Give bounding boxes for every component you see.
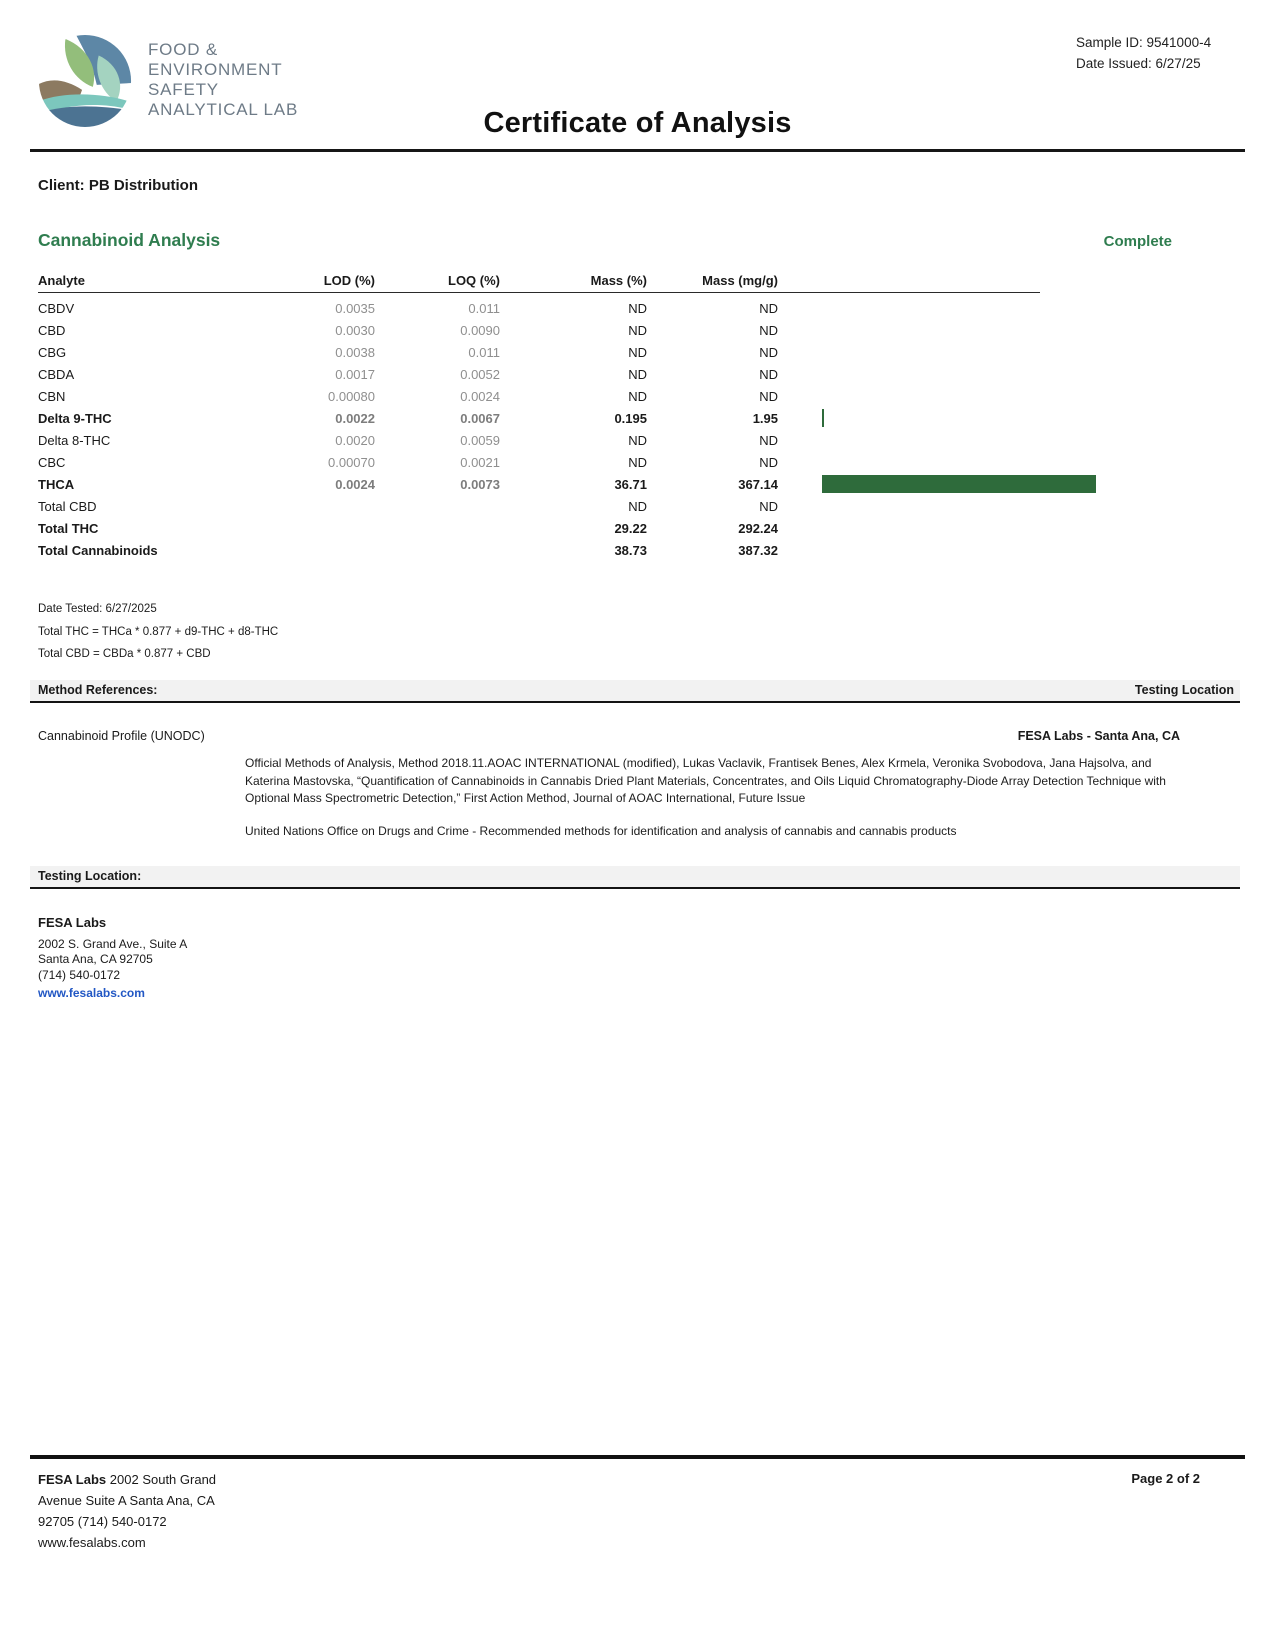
analyte-name: CBD [38, 322, 66, 338]
lod-value: 0.0035 [335, 300, 375, 316]
loq-value: 0.0067 [460, 410, 500, 426]
loq-value: 0.0052 [460, 366, 500, 382]
testing-location-band-right: Testing Location [1134, 683, 1234, 697]
analyte-name: CBG [38, 344, 67, 360]
table-notes [38, 603, 1275, 660]
method-references-label: Method References: [38, 683, 158, 697]
date-issued: Date Issued: 6/27/25 [1076, 55, 1201, 71]
testing-location-band [30, 866, 1240, 889]
analyte-name: Delta 9-THC [38, 410, 112, 426]
lod-value: 0.0030 [335, 322, 375, 338]
mass-bar [822, 475, 1096, 493]
table-row [38, 429, 1275, 451]
analyte-name: CBN [38, 388, 66, 404]
loq-value: 0.011 [468, 300, 500, 316]
mass-pct-value: ND [628, 388, 647, 404]
table-row [38, 363, 1275, 385]
document-title: Certificate of Analysis [483, 107, 792, 139]
mass-mgg-value: ND [759, 322, 778, 338]
logo-line: SAFETY [148, 80, 219, 99]
lab-address-line1: 2002 S. Grand Ave., Suite A [38, 936, 188, 951]
loq-value: 0.0024 [460, 388, 500, 404]
mass-mgg-value: 387.32 [738, 542, 778, 558]
analyte-name: Total CBD [38, 498, 97, 514]
column-header-lod: LOD (%) [323, 273, 375, 288]
table-row [38, 297, 1275, 319]
mass-mgg-value: ND [759, 366, 778, 382]
table-row [38, 539, 1275, 561]
loq-value: 0.011 [468, 344, 500, 360]
logo-line: ANALYTICAL LAB [148, 100, 299, 119]
analyte-name: CBC [38, 454, 66, 470]
analyte-name: Total THC [38, 520, 99, 536]
mass-mgg-value: ND [759, 344, 778, 360]
page-header [30, 0, 1245, 152]
analyte-name: Total Cannabinoids [38, 542, 158, 558]
mass-mgg-value: ND [759, 454, 778, 470]
analyte-name: THCA [38, 476, 75, 492]
analyte-name: CBDA [38, 366, 75, 382]
lab-name: FESA Labs [38, 915, 107, 930]
unodc-reference-paragraph: United Nations Office on Drugs and Crime - Recommended methods for identification and analysis of cannabis and cannabis products [245, 823, 957, 838]
sample-meta [1076, 33, 1211, 74]
cannabinoid-section-header [0, 230, 1275, 251]
mass-pct-value: ND [628, 366, 647, 382]
logo-line: ENVIRONMENT [148, 60, 283, 79]
lab-phone: (714) 540-0172 [38, 967, 121, 982]
mass-mgg-value: ND [759, 388, 778, 404]
mass-pct-value: ND [628, 322, 647, 338]
footer-address-line3: 92705 (714) 540-0172 [38, 1514, 167, 1529]
column-header-mass-mgg: Mass (mg/g) [702, 273, 778, 288]
client-line: Client: PB Distribution [38, 177, 198, 194]
mass-mgg-value: 367.14 [738, 476, 778, 492]
method-reference-paragraph: Official Methods of Analysis, Method 2018.11.AOAC INTERNATIONAL (modified), Lukas Vaclavik, Frantisek Benes, Alex Krmela, Veronika Svobodova, Jana Hajsolva, and Katerina Mastovska, “Quantification of Cannabinoids in Cannabis Dried Plant Materials, Concentrates, and Oils Liquid Chromatography-Diode Array Detection Technique with Optional Mass Spectrometric Detection,” First Action Method, Journal of AOAC International, Future Issue [245, 756, 1166, 805]
method-profile-label: Cannabinoid Profile (UNODC) [38, 729, 205, 743]
table-row [38, 495, 1275, 517]
footer-address-line2: Avenue Suite A Santa Ana, CA [38, 1493, 215, 1508]
method-location-label: FESA Labs - Santa Ana, CA [1017, 729, 1180, 743]
loq-value: 0.0059 [460, 432, 500, 448]
lod-value: 0.00080 [328, 388, 375, 404]
loq-value: 0.0073 [460, 476, 500, 492]
mass-mgg-value: 292.24 [738, 520, 778, 536]
lod-value: 0.0017 [335, 366, 375, 382]
table-row [38, 319, 1275, 341]
analyte-name: Delta 8-THC [38, 432, 111, 448]
footer-lab-name: FESA Labs [38, 1472, 107, 1487]
mass-pct-value: 38.73 [614, 542, 647, 558]
lod-value: 0.00070 [328, 454, 375, 470]
mass-pct-value: 0.195 [614, 410, 647, 426]
page-footer [30, 1455, 1245, 1553]
footer-address [38, 1469, 216, 1553]
lod-value: 0.0022 [335, 410, 375, 426]
footer-website: www.fesalabs.com [38, 1535, 146, 1550]
footer-address-line1: 2002 South Grand [109, 1472, 217, 1487]
lod-value: 0.0024 [335, 476, 375, 492]
table-row [38, 407, 1275, 429]
mass-pct-value: 29.22 [614, 520, 647, 536]
section-title: Cannabinoid Analysis [38, 230, 221, 250]
total-thc-formula: Total THC = THCa * 0.877 + d9-THC + d8-THC [38, 625, 279, 638]
cannabinoid-table [38, 273, 1275, 561]
method-references-content [38, 729, 1180, 840]
sample-id: Sample ID: 9541000-4 [1076, 35, 1212, 50]
total-cbd-formula: Total CBD = CBDa * 0.877 + CBD [38, 648, 211, 660]
testing-location-details [38, 915, 1275, 1002]
table-row [38, 517, 1275, 539]
status-badge: Complete [1103, 233, 1172, 250]
mass-pct-value: ND [628, 498, 647, 514]
column-header-mass-pct: Mass (%) [590, 273, 647, 288]
testing-location-label: Testing Location: [38, 869, 142, 883]
logo-line: FOOD & [148, 40, 218, 59]
table-row [38, 341, 1275, 363]
table-body [38, 293, 1275, 561]
mass-bar [822, 409, 824, 427]
loq-value: 0.0021 [460, 454, 500, 470]
lod-value: 0.0038 [335, 344, 375, 360]
method-references-band [30, 680, 1240, 703]
mass-pct-value: ND [628, 344, 647, 360]
analyte-name: CBDV [38, 300, 75, 316]
mass-pct-value: ND [628, 300, 647, 316]
lab-address-line2: Santa Ana, CA 92705 [38, 952, 153, 966]
table-row [38, 473, 1275, 495]
table-row [38, 385, 1275, 407]
lab-website-link[interactable]: www.fesalabs.com [38, 986, 145, 1000]
column-header-loq: LOQ (%) [448, 273, 500, 288]
table-header-row [38, 273, 1040, 293]
column-header-analyte: Analyte [38, 273, 85, 288]
mass-mgg-value: ND [759, 498, 778, 514]
lod-value: 0.0020 [335, 432, 375, 448]
table-row [38, 451, 1275, 473]
page-number: Page 2 of 2 [1131, 1471, 1200, 1486]
mass-mgg-value: ND [759, 432, 778, 448]
mass-mgg-value: ND [759, 300, 778, 316]
mass-pct-value: ND [628, 432, 647, 448]
mass-pct-value: 36.71 [614, 476, 647, 492]
mass-mgg-value: 1.95 [752, 410, 778, 426]
mass-pct-value: ND [628, 454, 647, 470]
loq-value: 0.0090 [460, 322, 500, 338]
date-tested-note: Date Tested: 6/27/2025 [38, 603, 157, 615]
